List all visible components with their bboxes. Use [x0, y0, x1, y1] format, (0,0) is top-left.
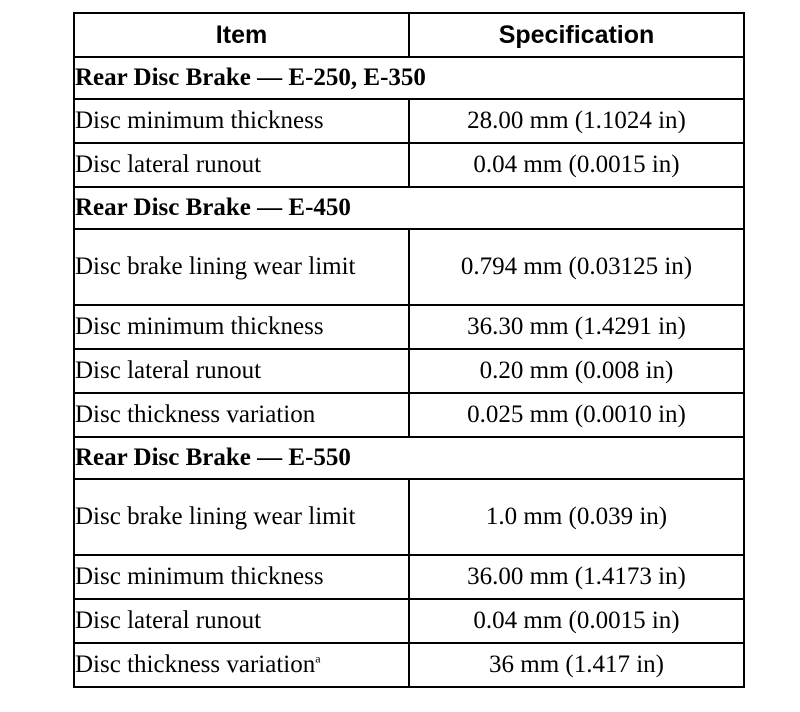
- item-cell: Disc minimum thickness: [74, 555, 409, 599]
- section-row: [74, 57, 744, 99]
- item-cell: Disc lateral runout: [74, 599, 409, 643]
- spec-cell: 0.04 mm (0.0015 in): [409, 143, 744, 187]
- section-title: Rear Disc Brake — E-550: [74, 437, 744, 479]
- table-row: [74, 393, 744, 437]
- spec-cell: 36 mm (1.417 in): [409, 643, 744, 687]
- section-title: Rear Disc Brake — E-250, E-350: [74, 57, 744, 99]
- table-row: [74, 479, 744, 555]
- item-cell: Disc thickness variation: [74, 393, 409, 437]
- item-cell: Disc brake lining wear limit: [74, 479, 409, 555]
- item-cell: Disc minimum thickness: [74, 99, 409, 143]
- specification-table: [73, 12, 745, 688]
- table-row: [74, 229, 744, 305]
- table-row: [74, 555, 744, 599]
- section-row: [74, 187, 744, 229]
- table-row: [74, 143, 744, 187]
- footnote-marker: a: [315, 651, 321, 666]
- spec-cell: 0.025 mm (0.0010 in): [409, 393, 744, 437]
- item-cell: [74, 643, 409, 687]
- spec-cell: 0.794 mm (0.03125 in): [409, 229, 744, 305]
- section-row: [74, 437, 744, 479]
- table-row: [74, 599, 744, 643]
- item-cell: Disc lateral runout: [74, 349, 409, 393]
- spec-cell: 1.0 mm (0.039 in): [409, 479, 744, 555]
- header-row: [74, 13, 744, 57]
- table-row: [74, 305, 744, 349]
- table-row: [74, 99, 744, 143]
- spec-cell: 28.00 mm (1.1024 in): [409, 99, 744, 143]
- specification-column-header: Specification: [409, 13, 744, 57]
- section-title: Rear Disc Brake — E-450: [74, 187, 744, 229]
- item-text: Disc thickness variation: [75, 651, 316, 678]
- table-header: [74, 13, 744, 57]
- table-row: [74, 643, 744, 687]
- table-row: [74, 349, 744, 393]
- spec-cell: 0.20 mm (0.008 in): [409, 349, 744, 393]
- spec-cell: 36.00 mm (1.4173 in): [409, 555, 744, 599]
- item-cell: Disc lateral runout: [74, 143, 409, 187]
- spec-cell: 36.30 mm (1.4291 in): [409, 305, 744, 349]
- item-column-header: Item: [74, 13, 409, 57]
- item-cell: Disc brake lining wear limit: [74, 229, 409, 305]
- item-cell: Disc minimum thickness: [74, 305, 409, 349]
- table-body: [74, 57, 744, 687]
- spec-cell: 0.04 mm (0.0015 in): [409, 599, 744, 643]
